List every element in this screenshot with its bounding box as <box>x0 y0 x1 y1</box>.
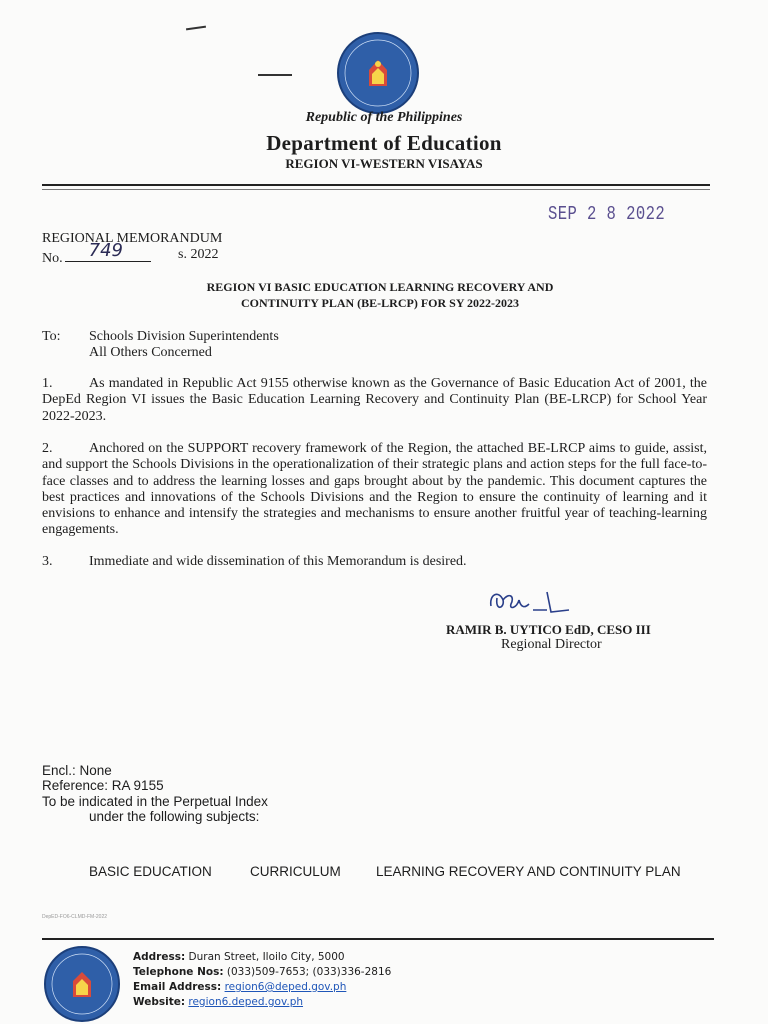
contact-info <box>133 950 391 1010</box>
footer-divider <box>42 938 714 940</box>
paragraph-number: 1. <box>42 376 53 391</box>
index-instruction: To be indicated in the Perpetual Index <box>42 793 268 809</box>
handwritten-mark <box>186 26 206 31</box>
paragraph-number: 2. <box>42 441 53 456</box>
department-heading: Department of Education <box>266 131 502 155</box>
memo-number-label: No. <box>42 251 63 266</box>
paragraph-3 <box>42 554 707 570</box>
signatory-title: Regional Director <box>501 637 602 652</box>
to-label: To: <box>42 329 61 344</box>
paragraph-text: As mandated in Republic Act 9155 otherwise known as the Governance of Basic Education Act of 2001, the DepEd Region VI issues the Basic Education Learning Recovery and Continuity Plan (BE-LRCP) for School Year 2022-2023. <box>42 376 707 424</box>
handwritten-mark <box>258 74 292 76</box>
signature-image <box>485 586 575 620</box>
form-code: DepED-FO6-CLMD-FM-2022 <box>42 914 108 920</box>
email-link[interactable]: region6@deped.gov.ph <box>224 981 347 993</box>
header-divider <box>42 184 710 186</box>
paragraph-number: 3. <box>42 554 53 569</box>
memo-number: 749 <box>88 240 123 261</box>
index-instruction-cont: under the following subjects: <box>89 808 260 824</box>
paragraph-1 <box>42 376 707 425</box>
seal-emblem-icon <box>339 34 417 112</box>
date-stamp: SEP 2 8 2022 <box>548 203 666 225</box>
recipient-line-1: Schools Division Superintendents <box>89 329 279 344</box>
header-divider-thin <box>42 189 710 190</box>
memo-number-line <box>42 240 151 267</box>
enclosure: Encl.: None <box>42 763 112 778</box>
memo-series: s. 2022 <box>178 247 219 262</box>
index-subject-3: LEARNING RECOVERY AND CONTINUITY PLAN <box>376 864 681 879</box>
index-subject-2: CURRICULUM <box>250 864 341 879</box>
reference: Reference: RA 9155 <box>42 778 164 794</box>
references-block <box>42 763 268 824</box>
memo-label: REGIONAL MEMORANDUM <box>42 231 223 246</box>
paragraph-text: Anchored on the SUPPORT recovery framework of the Region, the attached BE-LRCP aims to guide, assist, and support the Schools Divisions in the operationalization of their strategic plans and action steps for the full face-to-face classes and to address the learning losses and gaps brought about by the pandemic. This document captures the best practices and innovations of the Schools Divisions and the Region to ensure the continuity of learning and it envisions to enhance and intensify the strategies and mechanisms to ensure another fruitful year of teaching-learning engagements. <box>42 441 707 538</box>
address-line: Address: Duran Street, Iloilo City, 5000 <box>133 951 345 963</box>
deped-seal-logo <box>337 32 419 114</box>
memo-subject-line-1: REGION VI BASIC EDUCATION LEARNING RECOVERY AND <box>206 280 554 294</box>
website-line: Website: region6.deped.gov.ph <box>133 996 304 1008</box>
website-link[interactable]: region6.deped.gov.ph <box>188 996 304 1008</box>
memo-subject <box>100 279 660 311</box>
region-seal-logo <box>44 946 120 1022</box>
index-subject-1: BASIC EDUCATION <box>89 864 212 879</box>
signatory-name: RAMIR B. UYTICO EdD, CESO III <box>446 622 651 637</box>
republic-heading: Republic of the Philippines <box>305 110 463 125</box>
recipients <box>89 329 279 361</box>
recipient-line-2: All Others Concerned <box>89 345 212 360</box>
memo-subject-line-2: CONTINUITY PLAN (BE-LRCP) FOR SY 2022-2023 <box>240 296 520 310</box>
paragraph-2 <box>42 441 707 539</box>
seal-emblem-icon <box>46 948 118 1020</box>
paragraph-text: Immediate and wide dissemination of this Memorandum is desired. <box>89 554 467 569</box>
email-line: Email Address: region6@deped.gov.ph <box>133 981 347 993</box>
telephone-line: Telephone Nos: (033)509-7653; (033)336-2816 <box>133 966 392 978</box>
region-heading: REGION VI-WESTERN VISAYAS <box>285 156 483 171</box>
